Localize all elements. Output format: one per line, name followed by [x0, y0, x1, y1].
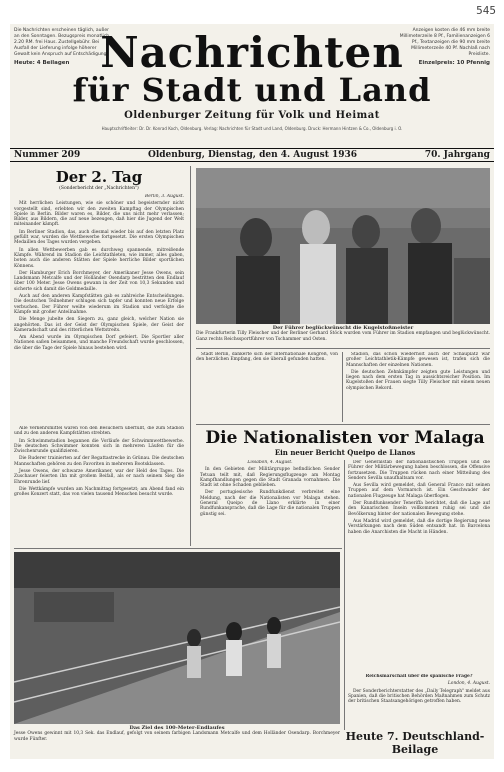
paragraph: Mit herrlichen Leistungen, wie sie schöner und begeisternder nicht vorgestellt sind, erlebten wir den zweiten Kampftag der Olympischen Spiele in Berlin. Bilder waren es, Bilder, die uns nicht mehr verlassen; Bilder, aus Bildern, die auf neue bezeugen, daß hier die Jugend der Welt miteinander kämpft.	[14, 201, 184, 228]
paragraph: Aus Madrid wird gemeldet, daß die dortige Regierung neue Verstärkungen nach dem Süden entsandt hat. In Barcelona haben die Anarchisten die Macht in Händen.	[348, 518, 490, 535]
paragraph: Der Hamburger Erich Borchmeyer, der Amerikaner Jesse Owens, sein Landsmann Metcalfe und der Holländer Osendarp bestritten den Endlauf über 100 Meter. Jesse Owens gewann in der Zeit von 10,3 Sekunden und sicherte sich damit die Goldmedaille.	[14, 270, 184, 292]
section-rule	[196, 424, 490, 425]
paragraph: Am Abend wurde im Olympischen Dorf gefeiert. Die Sportler aller Nationen saßen beisammen, und manche Freundschaft wurde geschlossen, die über die Tage der Spiele hinaus bestehen wird.	[14, 335, 184, 351]
photo-caption-bottom	[14, 726, 340, 756]
article-headline-day2: Der 2. Tag	[55, 168, 143, 186]
article-body-day2	[14, 194, 184, 424]
article-body-day2-lower	[14, 426, 184, 546]
section-rule	[14, 548, 342, 549]
article-body-mid-right	[346, 352, 490, 422]
article-dateline-malaga: Lissabon, 4. August.	[247, 460, 293, 465]
paragraph: Im Berliner Stadion, das, auch diesmal wieder bis auf den letzten Platz gefüllt war, wurden die Wettbewerbe fortgesetzt. Die ersten Olympischen Medaillen des Tages wurden vergeben.	[14, 229, 184, 246]
article-dateline-day2: Berlin, 3. August.	[145, 194, 184, 199]
notice-dateline: London, 4. August.	[447, 681, 490, 687]
masthead	[10, 24, 494, 148]
paragraph: Aus Sevilla wird gemeldet, daß General Franco mit seinen Truppen auf dem Vormarsch ist. Ein Geschwader der nationalen Flugzeuge hat Malaga überflogen.	[348, 483, 490, 499]
issue-price: Einzelpreis: 10 Pfennig	[418, 60, 490, 66]
paragraph: Die deutschen Zehnkämpfer zeigten gute Leistungen und liegen nach dem ersten Tag in aussichtsreicher Position. Im Kugelstoßen der Frauen siegte Tilly Fleischer mit einem neuen olympischen Rekord.	[346, 369, 490, 391]
paragraph: Stadt Berlin, dankerte sich der internationale Kongreß, von den herzlichen Empfang, den sie überall gefunden hatten.	[196, 352, 338, 363]
article-body-mid-left	[196, 352, 338, 422]
paragraph: Die Wettkämpfe wurden am Nachmittag fortgesetzt; am Abend fand ein großes Konzert statt, das von vielen tausend Menschen besucht wurde.	[14, 486, 184, 498]
photo-caption-top	[196, 326, 490, 346]
paragraph: Der Generalstab der nationalistischen Truppen und die Führer der Militärbewegung haben beschlossen, die Offensive fortzusetzen. Die Truppen rücken nach einer Mitteilung des Senders Sevilla unaufhaltsam vor.	[348, 460, 490, 481]
dateline-bar	[10, 148, 494, 162]
photo-fuehrer-image	[196, 168, 490, 324]
paragraph: Alle Verkehrsmittel waren von den Besuchern überfüllt, die zum Stadion und zu den anderen Kampfstätten strebten.	[14, 426, 184, 437]
paragraph: Auch auf den anderen Kampfstätten gab es zahlreiche Entscheidungen. Die deutschen Teilnehmer schlugen sich tapfer und konnten neue Erfolge verbuchen. Der Führer weilte wiederum im Stadion und verfolgte die Kämpfe mit großer Anteilnahme.	[14, 294, 184, 315]
paragraph: Die Ruderer trainierten auf der Regattastrecke in Grünau. Die deutschen Mannschaften gehören zu den Favoriten in mehreren Bootsklassen.	[14, 456, 184, 467]
photo-100m-final	[14, 552, 340, 724]
ear-right-text: Anzeigen kosten die 46 mm breite Millimeterzeile 8 Pf., Familienanzeigen 6 Pf., Textanzeigen die 90 mm breite Millimeterzeile 40 Pf. Nachlaß nach Preisliste.	[399, 28, 490, 57]
paragraph: Jesse Owens, der schwarze Amerikaner, war der Held des Tages. Die Zuschauer feierten ihn mit großem Beifall, als er nach seinem Sieg die Ehrenrunde lief.	[14, 469, 184, 485]
article-subhead-malaga: Ein neuer Bericht Queipo de Llanos	[274, 448, 416, 457]
masthead-title-line2: für Stadt und Land	[72, 71, 432, 109]
article-body-malaga-col1	[200, 460, 340, 546]
issue-date: Oldenburg, Dienstag, den 4. August 1936	[148, 150, 358, 160]
paragraph: Stadion, das schon wiederholt auch der Schauplatz war großer Leichtathletik-Kämpfe gewesen ist, trafen sich die Mannschaften der einzelnen Nationen.	[346, 352, 490, 368]
caption-title: Der Führer beglückwünscht die Kugelstoßmeister	[272, 325, 414, 331]
caption-text: Jesse Owens gewinnt mit 10,3 Sek. das Endlauf, gefolgt von seinem farbigen Landsmann Metcalfe und dem Holländer Osendarp. Borchmeyer wurde Fünfter.	[14, 731, 340, 742]
column-rule	[344, 460, 345, 730]
article-notice-london	[348, 674, 490, 726]
notice-title: Reichsmarschall über die spanische Frage?	[365, 674, 473, 679]
issue-number: Nummer 209	[14, 150, 81, 160]
section-rule	[196, 348, 490, 349]
newspaper-page	[10, 24, 494, 759]
ear-right	[394, 28, 490, 66]
caption-text: Die Frankfurterin Tilly Fleischer und der Berliner Gerhard Stöck wurden vom Führer im Stadion empfangen und beglückwünscht. Ganz rechts Reichssportführer von Tschammer und Osten.	[196, 331, 490, 342]
masthead-title-line1: Nachrichten	[100, 28, 404, 77]
paragraph: Der portugiesische Rundfunkdienst verbreitet eine Meldung, nach der die Nationalisten vor Malaga stehen. General Queipo de Llano erklärte in einer Rundfunkansprache, daß die Lage für die nationalen Truppen günstig sei.	[200, 490, 340, 517]
article-body-malaga-col2	[348, 460, 490, 672]
article-kicker-day2: (Sonderbericht der „Nachrichten")	[59, 186, 139, 191]
photo-fuehrer-olympic	[196, 168, 490, 324]
paragraph: In allen Wettbewerben gab es durchweg spannende, mitreißende Kämpfe. Während im Stadion die Leichtathleten, wie immer, alles gaben, boten auch die anderen Stätten der Spiele herrliche Bilder sportlichen Könnens.	[14, 247, 184, 269]
column-rule	[342, 352, 343, 422]
supplement-notice: Heute 7. Deutschland-Beilage	[345, 730, 485, 756]
paragraph: Die Menge jubelte den Siegern zu, ganz gleich, welcher Nation sie angehörten. Das ist der Geist der Olympischen Spiele, der Geist der Kameradschaft und des ritterlichen Wettstreits.	[14, 317, 184, 333]
ear-left-text: Die Nachrichten erscheinen täglich, außer an den Sonntagen. Bezugspreis monatlich 2.20 RM. frei Haus. Zustellgebühr. Bei Ausfall der Lieferung infolge höherer Gewalt kein Anspruch auf Entschädigung.	[14, 28, 110, 57]
paragraph: Im Schwimmstadion begannen die Vorläufe der Schwimmwettbewerbe. Die deutschen Schwimmer konnten sich in mehreren Läufen für die Zwischenrunde qualifizieren.	[14, 438, 184, 455]
column-rule	[190, 166, 191, 546]
paragraph: Der Rundfunksender Teneriffa berichtet, daß die Lage auf den Kanarischen Inseln vollkommen ruhig sei und die Bevölkerung hinter der nationalen Bewegung stehe.	[348, 501, 490, 517]
photo-100m-image	[14, 552, 340, 724]
paragraph: In den Gebieten der Militärgruppe befindlichen Sender Tetuan teilt mit, daß Regierungsflugzeuge am Montag Kampfhandlungen gegen die Stadt Granada vornahmen. Die Stadt ist ohne Schaden geblieben.	[200, 467, 340, 489]
paragraph: Der Sonderberichterstatter des „Daily Telegraph" meldet aus Spanien, daß die britischen Behörden Maßnahmen zum Schutz der britischen Staatsangehörigen getroffen haben.	[348, 688, 490, 705]
article-headline-malaga: Die Nationalisten vor Malaga	[205, 428, 485, 448]
publisher-line: Hauptschriftleiter: Dr. Dr. Konrad Koch, Oldenburg. Verlag: Nachrichten für Stadt und Land, Oldenburg. Druck: Hermann Hintzen & Co., Oldenburg i. O.	[101, 126, 403, 131]
masthead-subtitle: Oldenburger Zeitung für Volk und Heimat	[124, 110, 380, 121]
archive-page-number: 545	[476, 4, 496, 17]
volume-year: 70. Jahrgang	[424, 150, 490, 160]
supplement-count: Heute: 4 Beilagen	[14, 60, 70, 66]
caption-title: Das Ziel des 100-Meter-Endlaufes	[129, 725, 225, 731]
